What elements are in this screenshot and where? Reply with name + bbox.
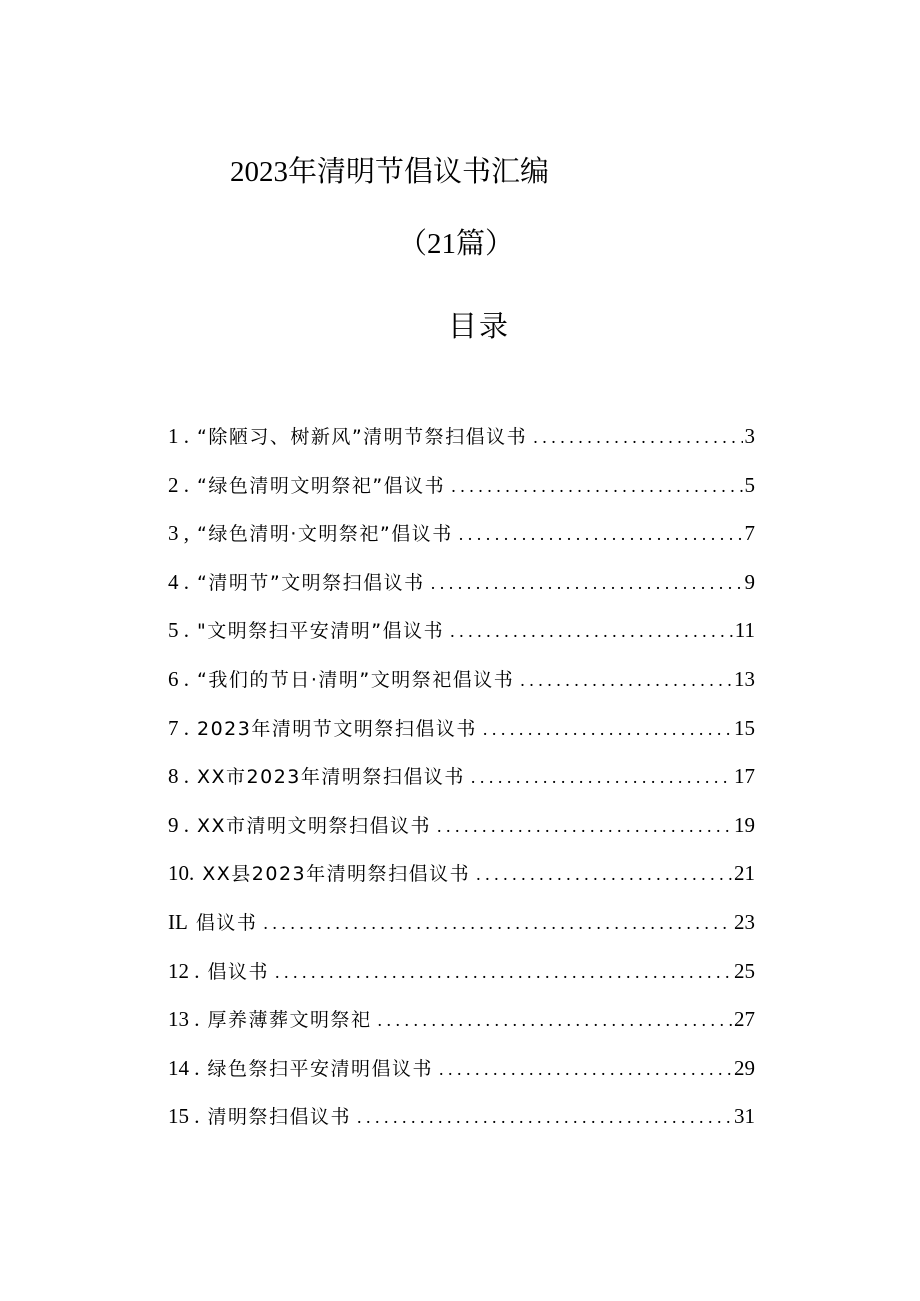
toc-entry-title: 倡议书	[207, 960, 270, 983]
toc-entry-number: 12 .	[168, 958, 200, 983]
toc-entry-page: 9	[744, 569, 755, 594]
toc-entry-number: 1 .	[168, 424, 189, 448]
toc-dot-leader	[471, 753, 732, 801]
toc-entry-number: IL	[168, 909, 188, 934]
toc-entry-title: “除陋习、树新风”清明节祭扫倡议书	[197, 426, 528, 448]
toc-dot-leader	[431, 559, 743, 607]
toc-dot-leader	[483, 705, 732, 753]
toc-entry-page: 15	[734, 715, 755, 740]
toc-entry-number: 8 .	[168, 764, 189, 789]
toc-dot-leader	[450, 607, 733, 655]
toc-entry-number: 2 .	[168, 472, 189, 497]
toc-entry-number: 15 .	[168, 1104, 200, 1129]
toc-entry-title: XX市2023年清明祭扫倡议书	[197, 766, 465, 789]
toc-entry-11[interactable]	[168, 898, 755, 947]
toc-entry-number: 3 ,	[168, 521, 189, 546]
toc-entry-page: 11	[734, 618, 755, 643]
toc-dot-leader	[437, 802, 732, 850]
toc-dot-leader	[459, 510, 743, 558]
toc-entry-page: 19	[734, 812, 755, 837]
toc-entry-1[interactable]	[168, 412, 755, 461]
toc-entry-page: 3	[744, 424, 755, 448]
toc-entry-page: 29	[734, 1055, 755, 1080]
toc-entry-title: “绿色清明文明祭祀”倡议书	[197, 474, 446, 497]
toc-entry-title: 倡议书	[195, 911, 258, 934]
toc-entry-page: 21	[734, 861, 755, 886]
toc-entry-page: 27	[734, 1007, 755, 1032]
toc-entry-2[interactable]	[168, 461, 755, 510]
toc-dot-leader	[520, 656, 732, 704]
toc-entry-title: 清明祭扫倡议书	[207, 1106, 352, 1129]
toc-entry-7[interactable]	[168, 704, 755, 753]
toc-entry-number: 14 .	[168, 1055, 200, 1080]
toc-entry-title: XX市清明文明祭扫倡议书	[197, 814, 432, 837]
toc-dot-leader	[357, 1093, 732, 1141]
toc-entry-number: 5 .	[168, 618, 189, 643]
toc-entry-number: 6 .	[168, 666, 189, 691]
toc-entry-page: 23	[734, 909, 755, 934]
toc-dot-leader	[533, 413, 742, 461]
table-of-contents	[168, 412, 755, 1141]
document-subtitle: （21篇）	[398, 228, 515, 260]
toc-entry-number: 7 .	[168, 715, 189, 740]
toc-dot-leader	[476, 850, 732, 898]
toc-entry-title: 绿色祭扫平安清明倡议书	[207, 1057, 434, 1080]
toc-entry-title: “清明节”文明祭扫倡议书	[197, 571, 425, 594]
toc-dot-leader	[451, 462, 742, 510]
toc-entry-title: 厚养薄葬文明祭祀	[207, 1009, 372, 1032]
toc-dot-leader	[263, 899, 732, 947]
toc-entry-page: 25	[734, 958, 755, 983]
toc-entry-page: 7	[744, 521, 755, 546]
toc-entry-page: 5	[744, 472, 755, 497]
toc-entry-4[interactable]	[168, 558, 755, 607]
toc-entry-8[interactable]	[168, 752, 755, 801]
toc-entry-title: 2023年清明节文明祭扫倡议书	[197, 717, 477, 740]
toc-entry-number: 10.	[168, 861, 195, 886]
toc-entry-page: 13	[734, 666, 755, 691]
toc-entry-title: XX县2023年清明祭扫倡议书	[202, 863, 471, 886]
toc-entry-5[interactable]	[168, 606, 755, 655]
toc-entry-6[interactable]	[168, 655, 755, 704]
toc-entry-14[interactable]	[168, 1044, 755, 1093]
document-title: 2023年清明节倡议书汇编	[230, 156, 550, 188]
toc-entry-3[interactable]	[168, 509, 755, 558]
toc-entry-title: "文明祭扫平安清明”倡议书	[197, 620, 445, 643]
toc-entry-number: 13 .	[168, 1007, 200, 1032]
toc-dot-leader	[439, 1045, 732, 1093]
toc-entry-page: 17	[734, 764, 755, 789]
toc-dot-leader	[378, 996, 732, 1044]
toc-entry-13[interactable]	[168, 995, 755, 1044]
toc-entry-title: “绿色清明·文明祭祀”倡议书	[197, 523, 453, 546]
toc-entry-title: “我们的节日·清明”文明祭祀倡议书	[197, 668, 515, 691]
toc-entry-12[interactable]	[168, 947, 755, 996]
toc-entry-9[interactable]	[168, 801, 755, 850]
toc-dot-leader	[275, 948, 732, 996]
toc-entry-10[interactable]	[168, 849, 755, 898]
toc-entry-15[interactable]	[168, 1092, 755, 1141]
toc-heading: 目录	[448, 309, 511, 343]
toc-entry-number: 4 .	[168, 569, 189, 594]
toc-entry-page: 31	[734, 1104, 755, 1129]
toc-entry-number: 9 .	[168, 812, 189, 837]
